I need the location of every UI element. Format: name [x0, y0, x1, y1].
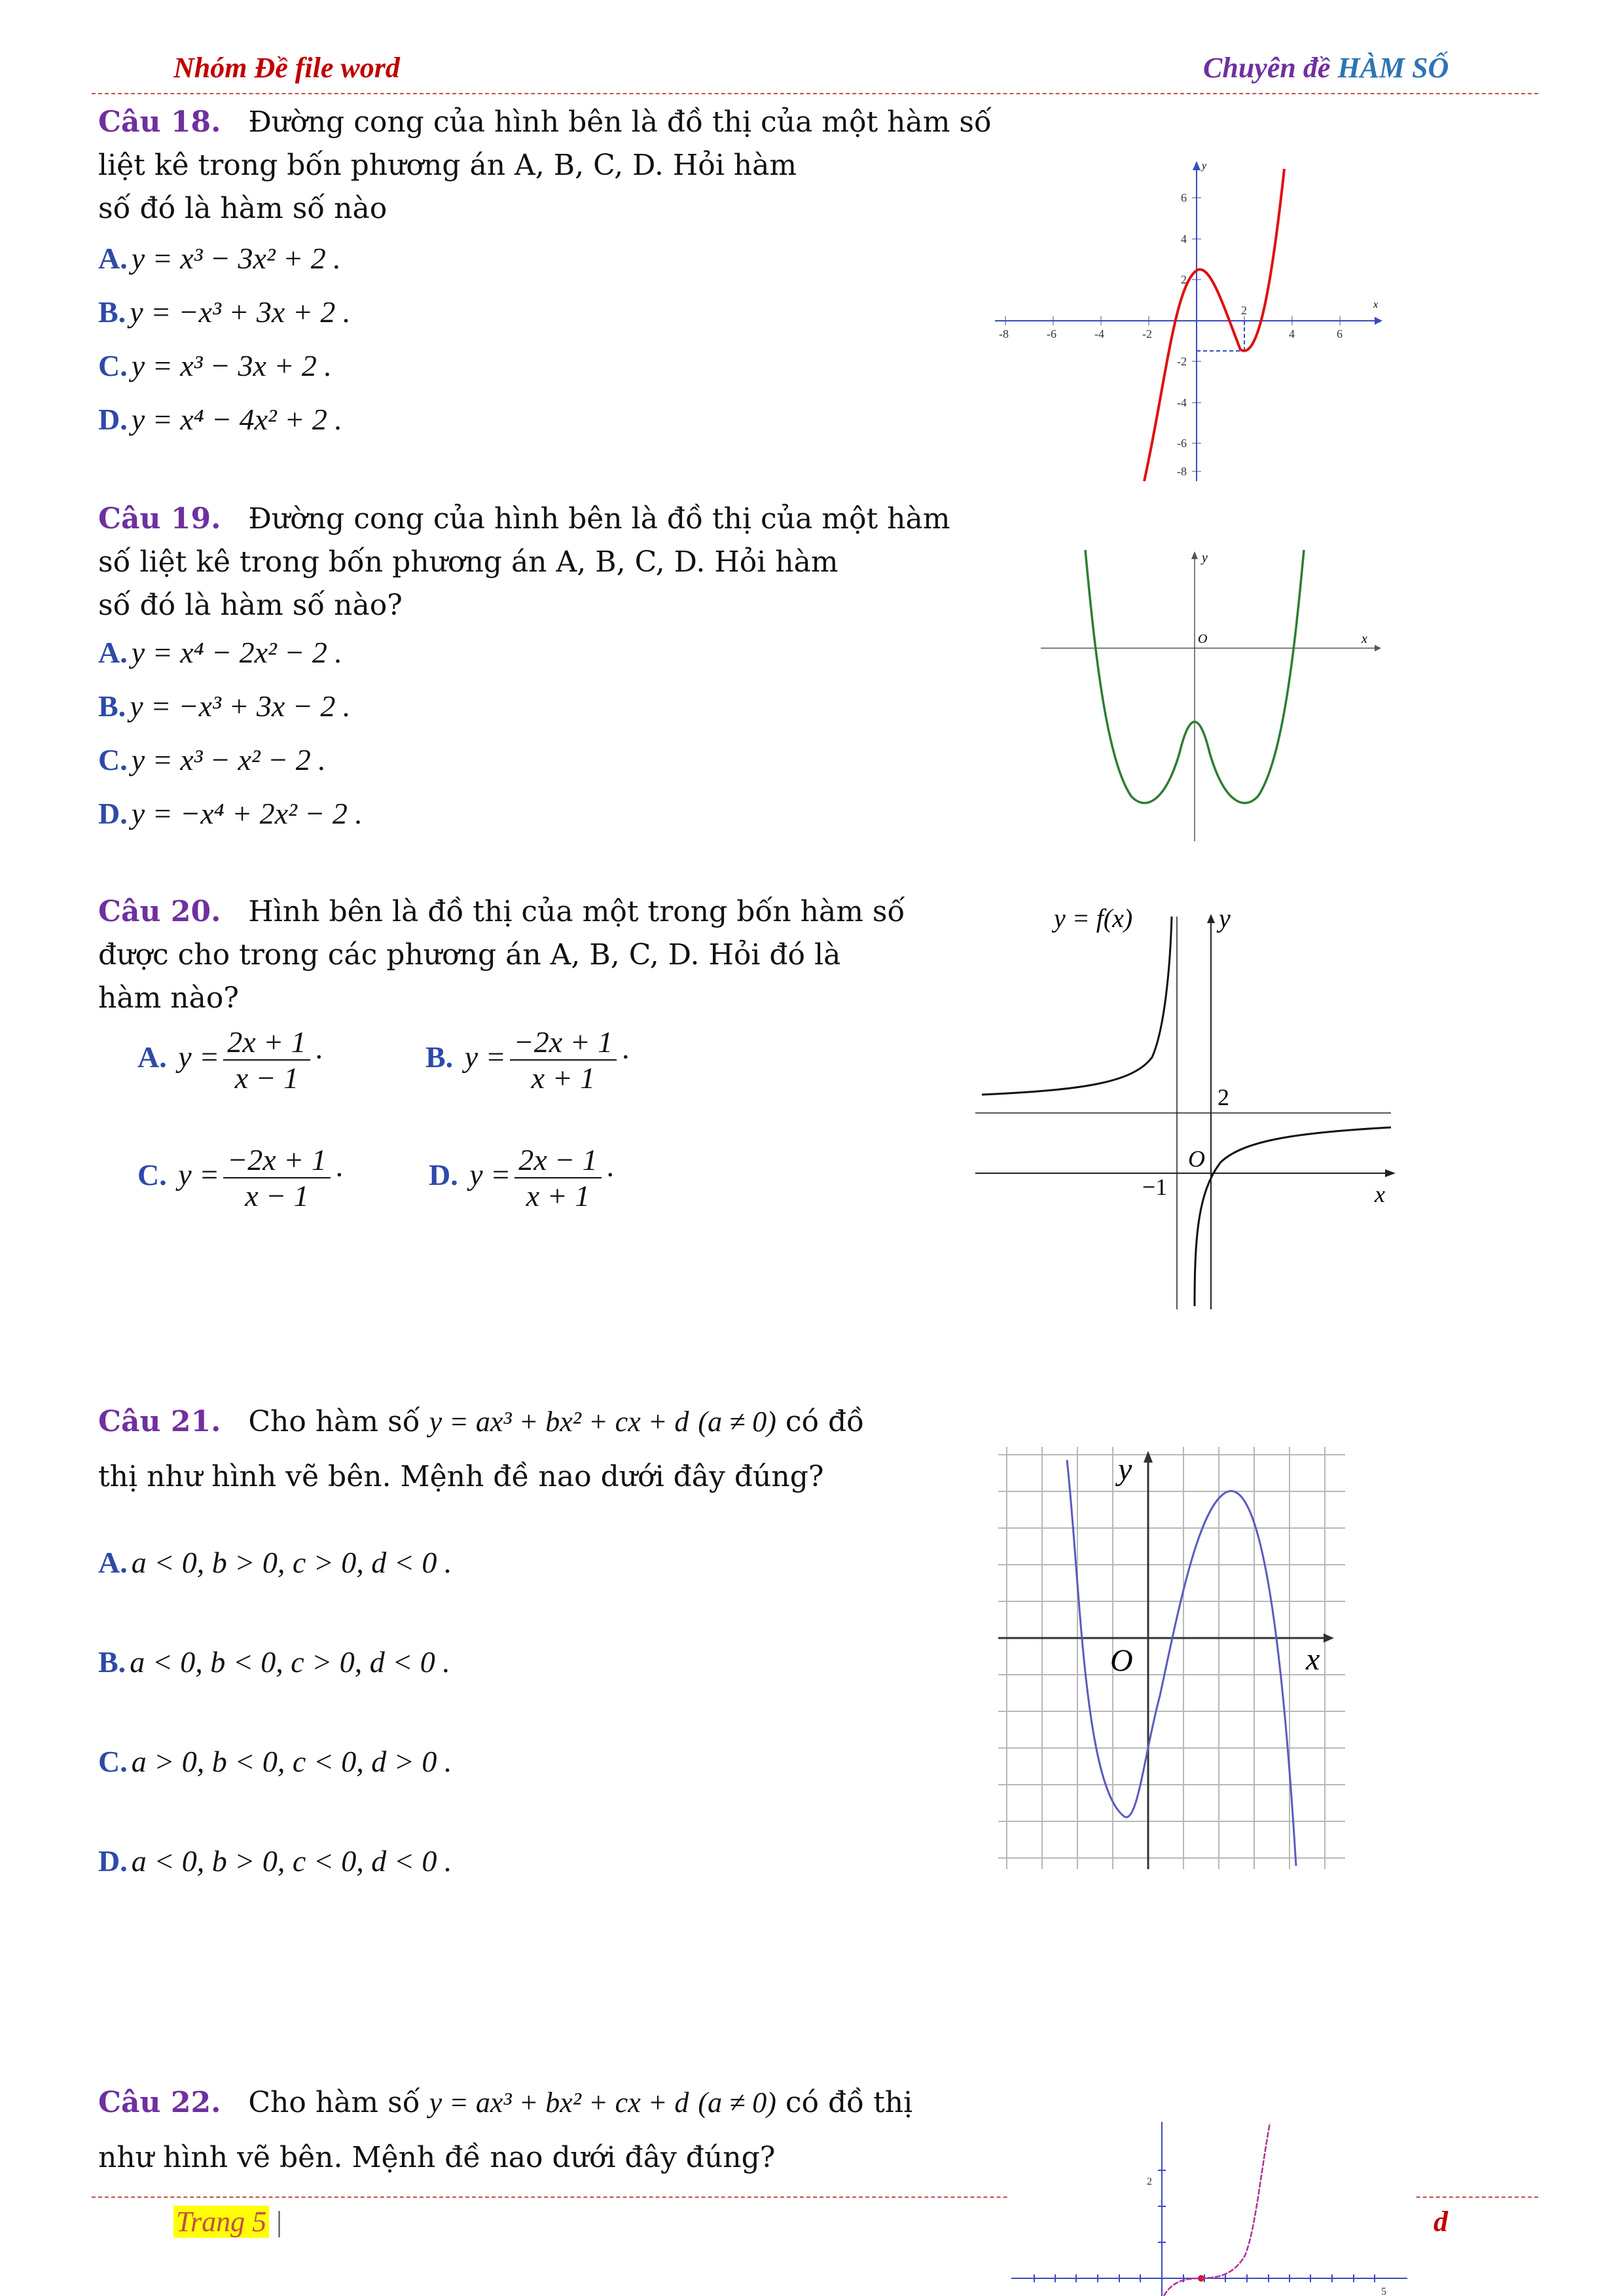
- q21-cond: (a ≠ 0): [698, 1406, 776, 1438]
- q20-option-b-dot: ·: [621, 1040, 631, 1074]
- q19-text-3: số đó là hàm số nào?: [98, 589, 403, 622]
- q20-option-c[interactable]: [137, 1142, 344, 1213]
- q18-curve: [1144, 169, 1284, 481]
- q21-option-a[interactable]: [98, 1545, 452, 1580]
- q22-formula: y = ax³ + bx² + cx + d: [429, 2086, 689, 2119]
- q20-option-d-y: y =: [469, 1157, 511, 1192]
- footer-right: d: [1434, 2206, 1448, 2238]
- q22-y-tick-label: 2: [1147, 2176, 1152, 2187]
- q20-option-b-num: −2x + 1: [510, 1025, 617, 1061]
- q20-y-label: y: [1219, 903, 1231, 933]
- q18-text-1: Đường cong của hình bên là đồ thị của một hàm số: [248, 105, 992, 139]
- q19-option-b[interactable]: [98, 689, 350, 723]
- q20-option-d-letter: D.: [429, 1157, 458, 1192]
- q19-text-1: Đường cong của hình bên là đồ thị của một hàm: [248, 502, 950, 536]
- q18-y-ticks: [1177, 191, 1201, 478]
- q21-option-c-expr: a > 0, b < 0, c < 0, d > 0 .: [131, 1745, 452, 1778]
- q21-label: Câu 21.: [98, 1405, 221, 1438]
- q20-option-d[interactable]: [429, 1142, 615, 1213]
- q19-y-label: y: [1202, 551, 1208, 565]
- footer-separator: |: [276, 2206, 282, 2238]
- q20-option-a-den: x − 1: [234, 1061, 299, 1095]
- q20-option-a-frac: [223, 1025, 310, 1095]
- q19-option-a-letter: A.: [98, 636, 128, 669]
- header-divider: [92, 93, 1538, 94]
- q18-x-tick: 2: [1241, 304, 1247, 317]
- q18-y-tick: 2: [1181, 273, 1187, 286]
- q19-stem: [98, 498, 1008, 627]
- q21-option-d-expr: a < 0, b > 0, c < 0, d < 0 .: [131, 1844, 452, 1878]
- q20-option-a-letter: A.: [137, 1040, 167, 1074]
- q19-origin: O: [1198, 632, 1208, 646]
- q20-option-d-frac: [514, 1142, 601, 1213]
- q20-func-label: y = f(x): [1054, 903, 1133, 933]
- q18-option-a-letter: A.: [98, 242, 128, 275]
- q20-option-c-dot: ·: [334, 1157, 345, 1192]
- q20-option-a-num: 2x + 1: [223, 1025, 310, 1061]
- q22-stem: [98, 2075, 1015, 2185]
- q21-text-2: thị như hình vẽ bên. Mệnh đề nao dưới đây đúng?: [98, 1460, 824, 1493]
- q21-graph: [982, 1447, 1362, 1879]
- q20-option-c-num: −2x + 1: [223, 1142, 331, 1178]
- q20-option-a[interactable]: [137, 1025, 324, 1095]
- q18-text-2: liệt kê trong bốn phương án A, B, C, D. Hỏi hàm: [98, 149, 797, 182]
- q20-option-b-frac: [510, 1025, 617, 1095]
- q21-option-d[interactable]: [98, 1844, 452, 1878]
- q21-option-b[interactable]: [98, 1645, 450, 1679]
- q18-option-c-letter: C.: [98, 349, 128, 382]
- q19-x-label: x: [1362, 632, 1367, 646]
- q18-y-label: y: [1202, 160, 1207, 172]
- q18-option-d-expr: y = x⁴ − 4x² + 2 .: [131, 403, 342, 436]
- q19-option-a[interactable]: [98, 635, 342, 670]
- q18-x-arrow: [1375, 317, 1382, 325]
- q21-x-label: x: [1306, 1642, 1320, 1677]
- q21-option-a-expr: a < 0, b > 0, c > 0, d < 0 .: [131, 1546, 452, 1579]
- header-right: [1203, 51, 1449, 84]
- q19-option-c[interactable]: [98, 742, 326, 777]
- q19-label: Câu 19.: [98, 502, 221, 536]
- q18-graph: [982, 151, 1388, 491]
- q22-text-pre: Cho hàm số: [248, 2086, 420, 2119]
- q20-option-d-den: x + 1: [526, 1179, 590, 1212]
- q19-option-d[interactable]: [98, 796, 363, 831]
- footer-page-number: Trang 5: [173, 2206, 269, 2238]
- q22-graph-bg: [1008, 2118, 1414, 2296]
- header-right-prefix: Chuyên đề: [1203, 52, 1338, 84]
- q20-origin: O: [1188, 1146, 1205, 1172]
- q21-curve: [1067, 1460, 1296, 1866]
- q22-label: Câu 22.: [98, 2086, 221, 2119]
- q20-option-a-dot: ·: [314, 1040, 324, 1074]
- q18-x-tick: -8: [999, 327, 1009, 340]
- q18-option-b-letter: B.: [98, 295, 126, 329]
- q18-x-ticks: [999, 304, 1343, 340]
- q21-grid: [998, 1447, 1345, 1869]
- q18-option-a-expr: y = x³ − 3x² + 2 .: [131, 242, 341, 275]
- q18-x-label: x: [1373, 299, 1379, 310]
- q20-option-c-den: x − 1: [245, 1179, 309, 1212]
- q18-x-tick: -2: [1142, 327, 1152, 340]
- q20-asym-x-label: −1: [1142, 1174, 1168, 1200]
- q21-text-post: có đồ: [785, 1405, 865, 1438]
- q21-formula: y = ax³ + bx² + cx + d: [429, 1406, 689, 1438]
- q20-label: Câu 20.: [98, 895, 221, 928]
- q20-option-b-letter: B.: [425, 1040, 454, 1074]
- q21-text-pre: Cho hàm số: [248, 1405, 420, 1438]
- header-left: Nhóm Đề file word: [173, 52, 400, 84]
- q18-y-tick: -8: [1177, 465, 1187, 478]
- q18-label: Câu 18.: [98, 105, 221, 139]
- q22-x-tick-label: 5: [1381, 2286, 1386, 2296]
- q20-option-c-y: y =: [178, 1157, 220, 1192]
- q20-option-c-letter: C.: [137, 1157, 167, 1192]
- q19-option-c-letter: C.: [98, 743, 128, 776]
- q18-x-tick: 4: [1289, 327, 1295, 340]
- q20-option-b-y: y =: [464, 1040, 506, 1074]
- q18-x-tick: -4: [1094, 327, 1104, 340]
- q20-curve-left: [982, 917, 1172, 1095]
- q21-option-d-letter: D.: [98, 1844, 128, 1878]
- q18-stem: [98, 101, 1008, 230]
- q21-option-c[interactable]: [98, 1744, 452, 1779]
- q20-graph: [969, 897, 1401, 1316]
- q21-y-arrow: [1144, 1451, 1153, 1463]
- q22-text-2: như hình vẽ bên. Mệnh đề nao dưới đây đúng?: [98, 2141, 776, 2174]
- q19-x-arrow: [1375, 645, 1381, 651]
- q18-y-tick: 4: [1181, 232, 1187, 246]
- q19-option-b-letter: B.: [98, 689, 126, 723]
- q20-asym-y-label: 2: [1218, 1084, 1229, 1110]
- q20-text-2: được cho trong các phương án A, B, C, D. Hỏi đó là: [98, 938, 841, 972]
- q18-x-tick: -6: [1047, 327, 1056, 340]
- q20-option-d-num: 2x − 1: [514, 1142, 601, 1178]
- q18-option-a[interactable]: [98, 241, 341, 276]
- q19-option-b-expr: y = −x³ + 3x − 2 .: [130, 689, 351, 723]
- q19-option-c-expr: y = x³ − x² − 2 .: [131, 743, 326, 776]
- q18-option-d[interactable]: [98, 402, 342, 437]
- q20-stem: [98, 890, 1008, 1020]
- q18-option-d-letter: D.: [98, 403, 128, 436]
- q22-text-post: có đồ thị: [785, 2086, 913, 2119]
- q20-text-3: hàm nào?: [98, 981, 239, 1015]
- q18-option-b[interactable]: [98, 295, 350, 329]
- q18-y-arrow: [1193, 161, 1200, 170]
- q20-option-b[interactable]: [425, 1025, 630, 1095]
- q21-option-b-letter: B.: [98, 1645, 126, 1679]
- q22-cond: (a ≠ 0): [698, 2086, 776, 2119]
- q19-graph: [1034, 543, 1388, 845]
- q20-y-arrow: [1207, 914, 1215, 923]
- q20-option-b-den: x + 1: [531, 1061, 596, 1095]
- q20-option-d-dot: ·: [605, 1157, 615, 1192]
- q21-stem: [98, 1394, 1015, 1504]
- header-topic: HÀM SỐ: [1337, 52, 1449, 84]
- q18-y-tick: -2: [1177, 355, 1187, 368]
- q20-text-1: Hình bên là đồ thị của một trong bốn hàm số: [248, 895, 905, 928]
- q18-y-tick: -4: [1177, 396, 1187, 409]
- q18-y-tick: 6: [1181, 191, 1187, 204]
- footer-page: [173, 2205, 282, 2238]
- q20-x-arrow: [1385, 1169, 1396, 1177]
- q22-graph: [1008, 2118, 1414, 2296]
- q18-option-c[interactable]: [98, 348, 332, 383]
- q20-curve-right: [1195, 1127, 1391, 1306]
- q18-text-3: số đó là hàm số nào: [98, 192, 388, 225]
- q18-y-tick: -6: [1177, 437, 1187, 450]
- q21-y-label: y: [1118, 1452, 1132, 1487]
- q21-option-a-letter: A.: [98, 1546, 128, 1579]
- q19-text-2: số liệt kê trong bốn phương án A, B, C, D. Hỏi hàm: [98, 545, 839, 579]
- q21-option-b-expr: a < 0, b < 0, c > 0, d < 0 .: [130, 1645, 450, 1679]
- q21-origin: O: [1110, 1643, 1133, 1678]
- q19-option-d-expr: y = −x⁴ + 2x² − 2 .: [131, 797, 363, 830]
- q20-option-c-frac: [223, 1142, 331, 1213]
- q20-x-label: x: [1375, 1181, 1385, 1207]
- q18-option-c-expr: y = x³ − 3x + 2 .: [131, 349, 332, 382]
- q21-option-c-letter: C.: [98, 1745, 128, 1778]
- q19-option-d-letter: D.: [98, 797, 128, 830]
- q18-x-tick: 6: [1337, 327, 1343, 340]
- q19-y-arrow: [1191, 551, 1198, 559]
- q21-x-arrow: [1324, 1633, 1334, 1643]
- q18-option-b-expr: y = −x³ + 3x + 2 .: [130, 295, 351, 329]
- q20-option-a-y: y =: [178, 1040, 220, 1074]
- q19-option-a-expr: y = x⁴ − 2x² − 2 .: [131, 636, 342, 669]
